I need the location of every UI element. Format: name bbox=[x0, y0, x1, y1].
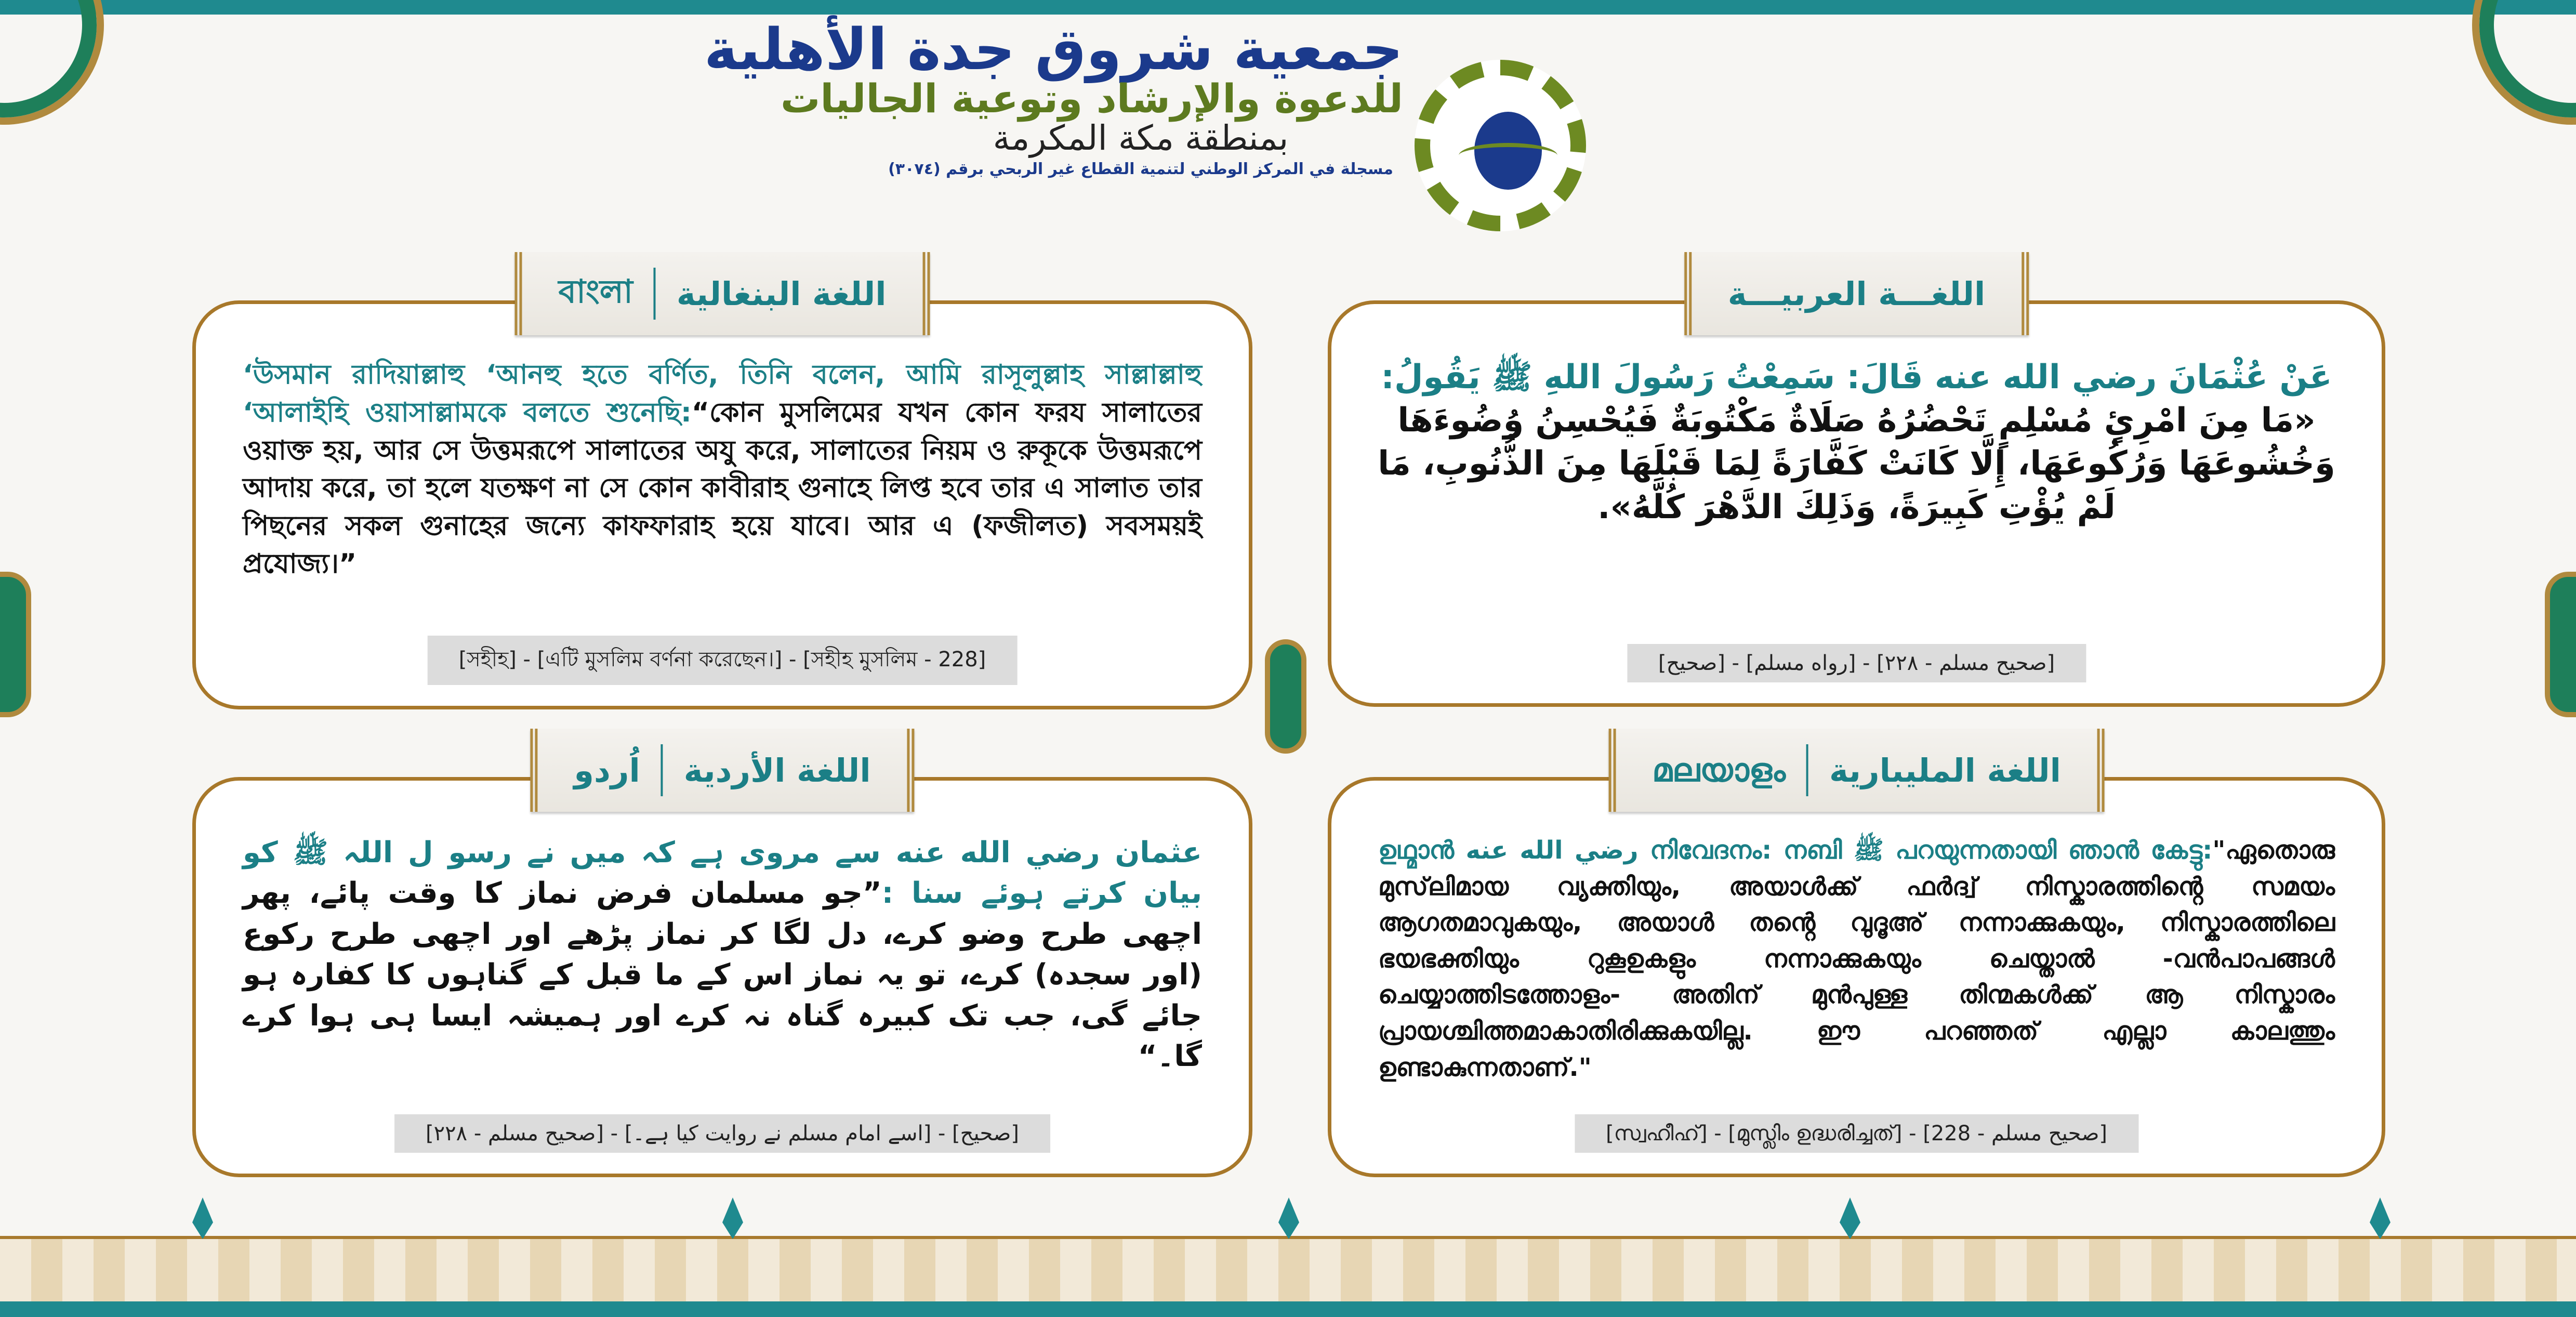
hadith-body: “কোন মুসলিমের যখন কোন ফরয সালাতের ওয়াক্ত হয়, আর সে উত্তমরূপে সালাতের অযু করে, সালাতের নিয়ম ও রুকূকে উত্তমরূপে আদায় করে, তা হলে যতক্ষণ না সে কোন কাবীরাহ গুনাহে লিপ্ত হবে তার এ সালাত তার পিছনের সকল গুনাহের জন্যে কাফফারাহ হয়ে যাবে। আর এ (ফজীলত) সবসময়ই প্রযোজ্য।” bbox=[243, 397, 1202, 580]
bottom-border bbox=[0, 1236, 2576, 1317]
spire-ornament bbox=[192, 1197, 213, 1239]
spire-ornament bbox=[1278, 1197, 1299, 1239]
corner-ornament bbox=[0, 0, 97, 117]
spire-ornament bbox=[2370, 1197, 2390, 1239]
hadith-intro: عثمان رضي الله عنه سے مروی ہے کہ میں نے رسو ل اللہ ﷺ کو بیان کرتے ہوئے سنا : bbox=[243, 836, 1202, 911]
hadith-reference: [സ്വഹീഹ്] - [മുസ്ലിം ഉദ്ധരിച്ചത്] - [صحيح مسلم - 228] bbox=[1575, 1114, 2138, 1153]
top-border bbox=[0, 0, 2576, 15]
divider bbox=[654, 268, 656, 320]
organization-logo-text bbox=[704, 16, 1403, 179]
language-label-arabic: اللغة المليبارية bbox=[1829, 751, 2061, 789]
hadith-text bbox=[1363, 356, 2350, 529]
side-ornament bbox=[0, 572, 31, 717]
divider bbox=[1806, 744, 1808, 796]
language-label: اللغـــة العربيـــة bbox=[1727, 274, 1986, 313]
hadith-intro: ഉഥ്മാൻ رضي الله عنه നിവേദനം: നബി ﷺ പറയുന്നതായി ഞാൻ കേട്ടു: bbox=[1378, 836, 2213, 865]
hadith-text bbox=[243, 356, 1202, 583]
hadith-body: ”جو مسلمان فرض نماز کا وقت پائے، پھر اچھی طرح وضو کرے، دل لگا کر نماز پڑھے اور اچھی طرح رکوع (اور سجدہ) کرے، تو یہ نماز اس کے ما قبل کے گناہوں کا کفارہ ہو جائے گی، جب تک کبیرہ گناہ نہ کرے اور ہمیشہ ایسا ہی ہوا کرے گا۔“ bbox=[243, 876, 1202, 1073]
corner-ornament bbox=[2479, 0, 2576, 117]
book-icon bbox=[1459, 143, 1557, 168]
hadith-reference: [صحیح] - [اسے امام مسلم نے روایت کیا ہے۔] - [صحيح مسلم - ٢٢٨] bbox=[394, 1114, 1050, 1153]
language-label-arabic: اللغة البنغالية bbox=[676, 274, 887, 313]
org-registration: مسجلة في المركز الوطني لتنمية القطاع غير الربحي برقم (٣٠٧٤) bbox=[888, 160, 1393, 179]
panel-bengali bbox=[192, 272, 1252, 709]
panel-arabic bbox=[1328, 274, 2385, 707]
panel-urdu bbox=[192, 751, 1252, 1177]
panel-header bbox=[1684, 252, 2029, 335]
panel-malayalam bbox=[1328, 751, 2385, 1177]
language-label-native: اُردو bbox=[574, 751, 640, 789]
hadith-reference: [সহীহ] - [এটি মুসলিম বর্ণনা করেছেন।] - [সহীহ মুসলিম - 228] bbox=[428, 636, 1018, 685]
panel-header bbox=[515, 252, 930, 335]
hadith-text bbox=[1378, 833, 2335, 1086]
hadith-intro: ‘উসমান রাদিয়াল্লাহু ‘আনহু হতে বর্ণিত, তিনি বলেন, আমি রাসূলুল্লাহ সাল্লাল্লাহু ‘আলাইহি ওয়াসাল্লামকে বলতে শুনেছি: bbox=[243, 359, 1202, 428]
panel-header bbox=[530, 729, 914, 812]
hadith-body: "ഏതൊരു മുസ്‌ലിമായ വ്യക്തിയും, അയാൾക്ക് ഫർദ്വ് നിസ്കാരത്തിൻ്റെ സമയം ആഗതമാവുകയും, അയാൾ തൻ്റെ വുദൂഅ് നന്നാക്കുകയും, നിസ്കാരത്തിലെ ഭയഭക്തിയും റുകൂഉകളും നന്നാക്കുകയും ചെയ്താൽ -വൻപാപങ്ങൾ ചെയ്യാത്തിടത്തോളം- അതിന് മുൻപുള്ള തിന്മകൾക്ക് ആ നിസ്കാരം പ്രായശ്ചിത്തമാകാതിരിക്കുകയില്ല. ഈ പറഞ്ഞത് എല്ലാ കാലത്തും ഉണ്ടാകുന്നതാണ്." bbox=[1378, 836, 2335, 1082]
language-label-native: বাংলা bbox=[558, 272, 633, 310]
hadith-body: «مَا مِنَ امْرِئٍ مُسْلِمٍ تَحْضُرُهُ صَلَاةٌ مَكْتُوبَةٌ فَيُحْسِنُ وُضُوءَهَا وَخُشُوعَهَا وَرُكُوعَهَا، إِلَّا كَانَتْ كَفَّارَةً لِمَا قَبْلَهَا مِنَ الذُّنُوبِ، مَا لَمْ يُؤْتِ كَبِيرَةً، وَذَلِكَ الدَّهْرَ كُلَّهُ». bbox=[1378, 401, 2335, 526]
org-subtitle: للدعوة والإرشاد وتوعية الجاليات bbox=[780, 75, 1403, 122]
spire-ornament bbox=[722, 1197, 743, 1239]
org-region: بمنطقة مكة المكرمة bbox=[993, 117, 1289, 158]
spire-ornament bbox=[1840, 1197, 1860, 1239]
hadith-intro: عَنْ عُثْمَانَ رضي الله عنه قَالَ: سَمِعْتُ رَسُولَ اللهِ ﷺ يَقُولُ: bbox=[1381, 358, 2332, 397]
panel-header bbox=[1608, 729, 2105, 812]
hadith-text bbox=[243, 833, 1202, 1077]
side-ornament bbox=[2545, 572, 2576, 717]
organization-emblem bbox=[1415, 60, 1586, 231]
language-label-native: മലയാളം bbox=[1652, 751, 1786, 789]
language-label-arabic: اللغة الأردية bbox=[683, 751, 871, 789]
org-name: جمعية شروق جدة الأهلية bbox=[704, 16, 1403, 83]
center-ornament bbox=[1265, 639, 1306, 754]
hadith-reference: [صحيح] - [رواه مسلم] - [صحيح مسلم - ٢٢٨] bbox=[1627, 644, 2086, 682]
divider bbox=[661, 744, 663, 796]
